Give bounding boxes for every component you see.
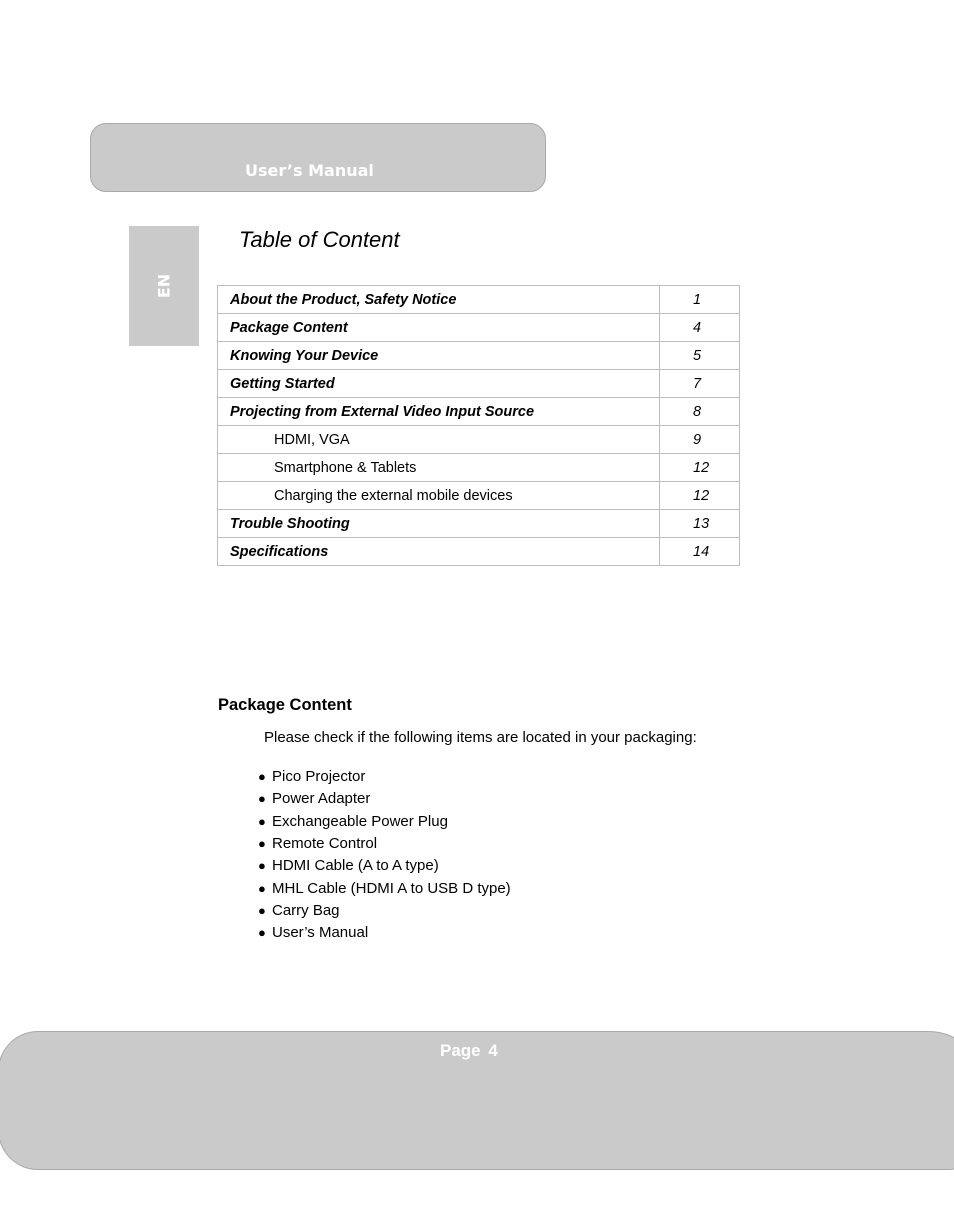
toc-row — [218, 454, 740, 482]
bullet-icon: ● — [258, 813, 266, 829]
header-tab — [90, 123, 546, 192]
toc-row — [218, 286, 740, 314]
toc-title: Table of Content — [239, 227, 400, 252]
package-items-list — [258, 766, 511, 944]
language-label: EN — [154, 273, 174, 299]
toc-entry-page: 7 — [660, 370, 740, 398]
list-item — [258, 900, 511, 922]
list-item — [258, 833, 511, 855]
manual-title: User’s Manual — [245, 161, 374, 180]
toc-entry-page: 12 — [660, 454, 740, 482]
toc-entry-page: 13 — [660, 510, 740, 538]
toc-table — [217, 285, 740, 566]
list-item — [258, 811, 511, 833]
list-item-text: User’s Manual — [272, 924, 369, 942]
toc-entry-page: 9 — [660, 426, 740, 454]
bullet-icon: ● — [258, 769, 266, 785]
toc-entry-label: Trouble Shooting — [218, 510, 660, 538]
toc-row — [218, 370, 740, 398]
toc-entry-page: 12 — [660, 482, 740, 510]
bullet-icon: ● — [258, 858, 266, 874]
package-content-title: Package Content — [218, 696, 352, 714]
toc-entry-label: Smartphone & Tablets — [218, 454, 660, 482]
list-item-text: MHL Cable (HDMI A to USB D type) — [272, 879, 511, 897]
list-item-text: Pico Projector — [272, 768, 366, 786]
list-item — [258, 877, 511, 899]
bullet-icon: ● — [258, 925, 266, 941]
list-item — [258, 766, 511, 788]
list-item — [258, 788, 511, 810]
toc-row — [218, 342, 740, 370]
bullet-icon: ● — [258, 836, 266, 852]
list-item-text: Power Adapter — [272, 790, 371, 808]
toc-entry-label: Getting Started — [218, 370, 660, 398]
toc-entry-label: Charging the external mobile devices — [218, 482, 660, 510]
toc-entry-label: HDMI, VGA — [218, 426, 660, 454]
toc-row — [218, 538, 740, 566]
package-content-intro: Please check if the following items are located in your packaging: — [264, 729, 697, 746]
toc-entry-label: Projecting from External Video Input Source — [218, 398, 660, 426]
list-item-text: Carry Bag — [272, 901, 340, 919]
bullet-icon: ● — [258, 791, 266, 807]
toc-entry-page: 14 — [660, 538, 740, 566]
toc-entry-page: 5 — [660, 342, 740, 370]
list-item-text: Exchangeable Power Plug — [272, 812, 448, 830]
toc-entry-page: 1 — [660, 286, 740, 314]
toc-row — [218, 482, 740, 510]
toc-entry-label: Package Content — [218, 314, 660, 342]
toc-entry-page: 4 — [660, 314, 740, 342]
toc-row — [218, 510, 740, 538]
toc-row — [218, 426, 740, 454]
list-item — [258, 855, 511, 877]
toc-entry-label: Specifications — [218, 538, 660, 566]
toc-entry-label: About the Product, Safety Notice — [218, 286, 660, 314]
bullet-icon: ● — [258, 902, 266, 918]
list-item-text: Remote Control — [272, 835, 378, 853]
toc-entry-label: Knowing Your Device — [218, 342, 660, 370]
list-item-text: HDMI Cable (A to A type) — [272, 857, 439, 875]
bullet-icon: ● — [258, 880, 266, 896]
toc-row — [218, 398, 740, 426]
page-number: Page 4 — [440, 1041, 498, 1060]
list-item — [258, 922, 511, 944]
toc-row — [218, 314, 740, 342]
toc-entry-page: 8 — [660, 398, 740, 426]
